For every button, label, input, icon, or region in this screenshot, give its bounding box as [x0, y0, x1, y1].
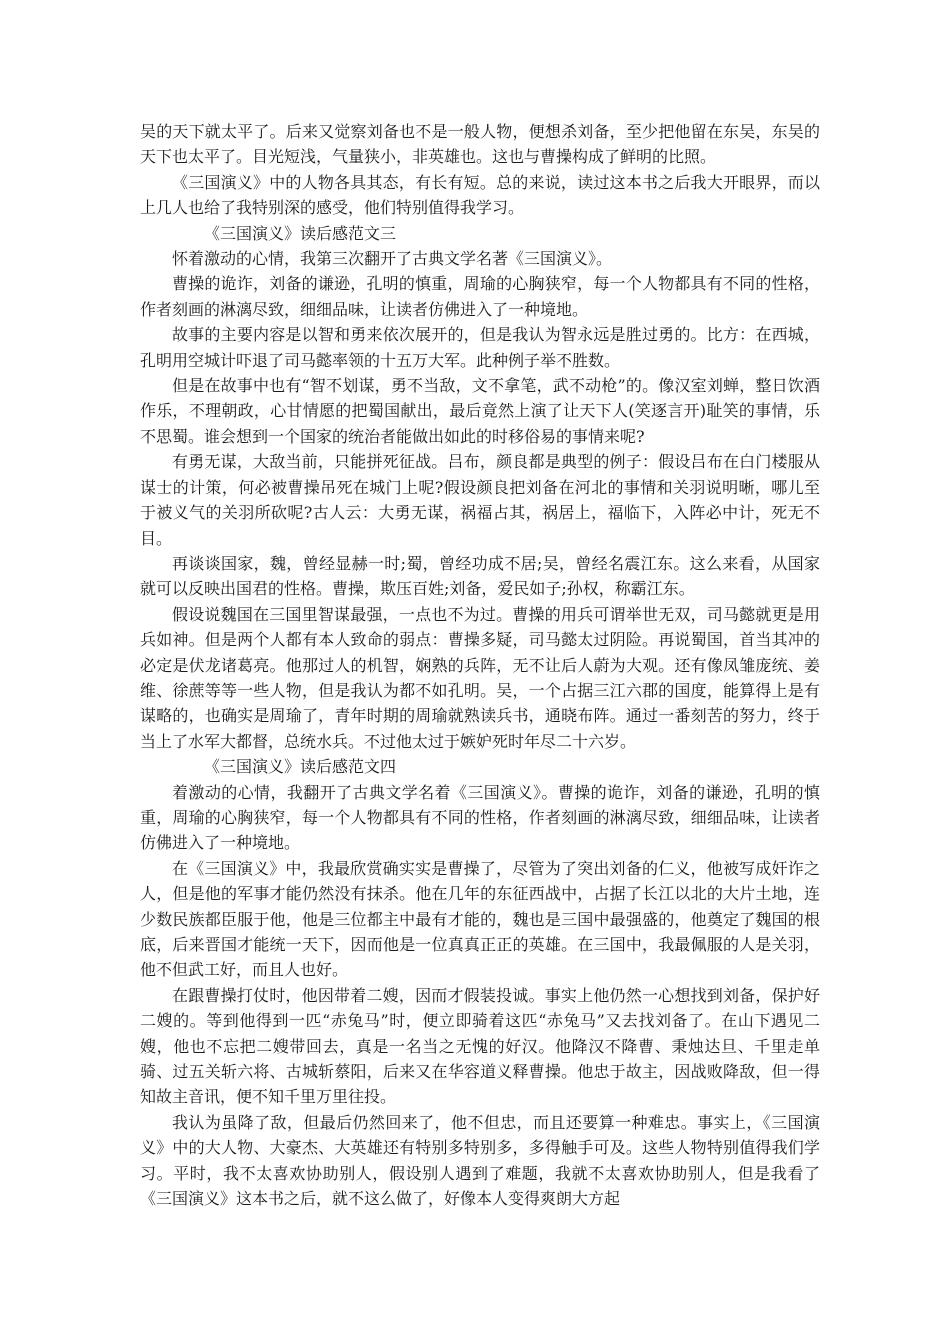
paragraph-15: 我认为虽降了敌，但最后仍然回来了，他不但忠，而且还要算一种难忠。事实上，《三国演义》中的大人物、大豪杰、大英雄还有特别多特别多，多得触手可及。这些人物特别值得我们学习。平时，我不太喜欢协助别人，假设别人遇到了难题，我就不太喜欢协助别人，但是我看了《三国演义》这本书之后，就不这么做了，好像本人变得爽朗大方起 [140, 1112, 820, 1209]
paragraph-12: 着激动的心情，我翻开了古典文学名着《三国演义》。曹操的诡诈，刘备的谦逊，孔明的慎重，周瑜的心胸狭窄，每一个人物都具有不同的性格，作者刻画的淋漓尽致，细细品味，让读者仿佛进入了一种境地。 [140, 782, 820, 853]
paragraph-9: 再谈谈国家，魏，曾经显赫一时;蜀，曾经功成不居;吴，曾经名震江东。这么来看，从国家就可以反映出国君的性格。曹操，欺压百姓;刘备，爱民如子;孙权，称霸江东。 [140, 553, 820, 599]
paragraph-13: 在《三国演义》中，我最欣赏确实实是曹操了，尽管为了突出刘备的仁义，他被写成奸诈之人，但是他的军事才能仍然没有抹杀。他在几年的东征西战中，占据了长江以北的大片土地，连少数民族都臣服于他，他是三位都主中最有才能的，魏也是三国中最强盛的，他奠定了魏国的根底，后来晋国才能统一天下，因而他是一位真真正正的英雄。在三国中，我最佩服的人是关羽，他不但武工好，而且人也好。 [140, 858, 820, 980]
paragraph-8: 有勇无谋，大敌当前，只能拼死征战。吕布，颜良都是典型的例子：假设吕布在白门楼服从谋士的计策，何必被曹操吊死在城门上呢?假设颜良把刘备在河北的事情和关羽说明晰，哪儿至于被义气的关羽所砍呢?古人云：大勇无谋，祸福占其，祸居上，福临下，入阵必中计，死无不目。 [140, 452, 820, 548]
paragraph-14: 在跟曹操打仗时，他因带着二嫂，因而才假装投诚。事实上他仍然一心想找到刘备，保护好二嫂的。等到他得到一匹“赤兔马”时，便立即骑着这匹“赤兔马”又去找刘备了。在山下遇见二嫂，他也不忘把二嫂带回去，真是一名当之无愧的好汉。他降汉不降曹、秉烛达旦、千里走单骑、过五关斩六将、古城斩蔡阳，后来又在华容道义释曹操。他忠于故主，因战败降敌，但一得知故主音讯，便不知千里万里往投。 [140, 985, 820, 1107]
section-heading-4: 《三国演义》读后感范文四 [204, 757, 397, 777]
paragraph-7: 但是在故事中也有“智不划谋，勇不当敌，文不拿笔，武不动枪”的。像汉室刘蝉，整日饮酒作乐，不理朝政，心甘情愿的把蜀国献出，最后竟然上演了让天下人(笑逐言开)耻笑的事情，乐不思蜀。谁会想到一个国家的统治者能做出如此的时移俗易的事情来呢? [140, 376, 820, 446]
section-heading-3: 《三国演义》读后感范文三 [204, 223, 397, 243]
paragraph-6: 故事的主要内容是以智和勇来依次展开的，但是我认为智永远是胜过勇的。比方：在西城，孔明用空城计吓退了司马懿率领的十五万大军。此种例子举不胜数。 [140, 325, 820, 370]
paragraph-10: 假设说魏国在三国里智谋最强，一点也不为过。曹操的用兵可谓举世无双，司马懿就更是用兵如神。但是两个人都有本人致命的弱点：曹操多疑，司马懿太过阴险。再说蜀国，首当其冲的必定是伏龙诸葛亮。他那过人的机智，娴熟的兵阵，无不让后人蔚为大观。还有像凤雏庞统、姜维、徐蔗等等一些人物，但是我认为都不如孔明。吴，一个占据三江六郡的国度，能算得上是有谋略的，也确实是周瑜了，青年时期的周瑜就熟读兵书，通晓布阵。通过一番刻苦的努力，终于当上了水军大都督，总统水兵。不过他太过于嫉妒死时年尽二十六岁。 [140, 604, 820, 751]
paragraph-2: 《三国演义》中的人物各具其态，有长有短。总的来说，读过这本书之后我大开眼界，而以上几人也给了我特别深的感受，他们特别值得我学习。 [140, 172, 820, 218]
paragraph-4: 怀着激动的心情，我第三次翻开了古典文学名著《三国演义》。 [172, 249, 613, 269]
paragraph-1: 吴的天下就太平了。后来又觉察刘备也不是一般人物，便想杀刘备，至少把他留在东吴，东吴的天下也太平了。目光短浅，气量狭小，非英雄也。这也与曹操构成了鲜明的比照。 [140, 122, 820, 167]
document-page [140, 119, 820, 1211]
paragraph-5: 曹操的诡诈，刘备的谦逊，孔明的慎重，周瑜的心胸狭窄，每一个人物都具有不同的性格，作者刻画的淋漓尽致，细细品味，让读者仿佛进入了一种境地。 [140, 274, 820, 319]
